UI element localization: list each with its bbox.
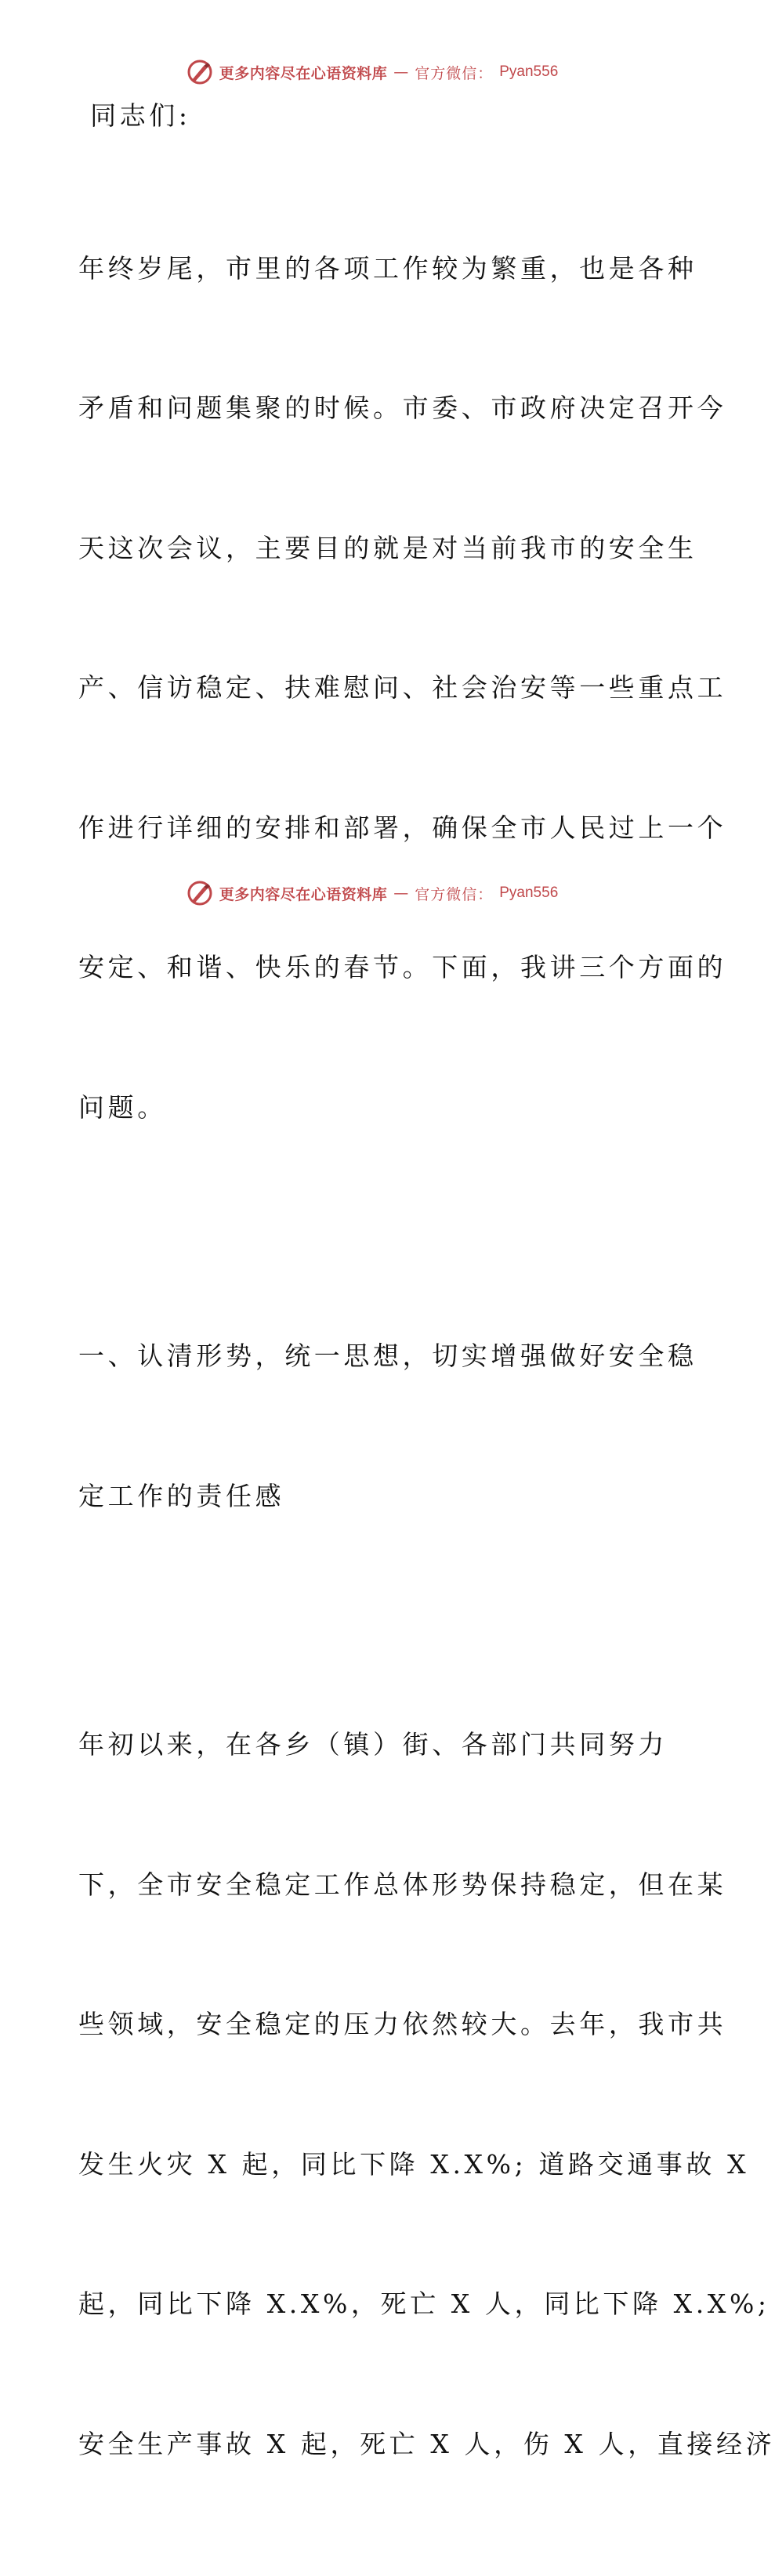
paragraph-line: 年终岁尾，市里的各项工作较为繁重，也是各种: [78, 252, 697, 284]
paragraph-line: 问题。: [78, 1091, 167, 1123]
watermark-text: 更多内容尽在心语资料库: [219, 64, 388, 82]
watermark-dash: —: [393, 63, 409, 81]
paragraph-line: 起，同比下降 X.X%，死亡 X 人，同比下降 X.X%;: [78, 2288, 770, 2319]
paragraph-line: 发生火灾 X 起，同比下降 X.X%; 道路交通事故 X: [78, 2148, 750, 2180]
heading-line: 一、认清形势，统一思想，切实增强做好安全稳: [78, 1340, 697, 1371]
paragraph-2: [78, 1628, 775, 2560]
watermark-official-label: 官方微信：: [415, 64, 494, 82]
heading-line: 定工作的责任感: [78, 1480, 285, 1511]
watermark-wechat-id: Pyan556: [499, 63, 559, 80]
paragraph-line: 下，全市安全稳定工作总体形势保持稳定，但在某: [78, 1869, 727, 1900]
paragraph-line: 产、信访稳定、扶难慰问、社会治安等一些重点工: [78, 672, 727, 703]
paragraph-line: 年初以来，在各乡（镇）街、各部门共同努力: [78, 1729, 668, 1760]
paragraph-1: [78, 152, 727, 1225]
paragraph-line: 天这次会议，主要目的就是对当前我市的安全生: [78, 532, 697, 563]
paragraph-line: 些领域，安全稳定的压力依然较大。去年，我市共: [78, 2009, 727, 2039]
watermark-wechat-id: Pyan556: [499, 885, 559, 901]
pen-circle-logo-icon: [187, 880, 213, 906]
section-heading-1: [78, 1239, 697, 1612]
footer-watermark: [0, 879, 744, 907]
paragraph-line: 安全生产事故 X 起，死亡 X 人，伤 X 人，直接经济: [78, 2428, 775, 2459]
watermark-official-label: 官方微信：: [415, 885, 494, 903]
paragraph-line: 矛盾和问题集聚的时候。市委、市政府决定召开今: [78, 393, 727, 423]
document-body: [78, 92, 775, 2576]
paragraph-line: 安定、和谐、快乐的春节。下面，我讲三个方面的: [78, 952, 727, 982]
salutation: 同志们:: [78, 100, 191, 131]
paragraph-line: 作进行详细的安排和部署，确保全市人民过上一个: [78, 812, 727, 843]
watermark-dash: —: [393, 885, 409, 902]
pen-circle-logo-icon: [187, 59, 213, 85]
header-watermark: [0, 58, 744, 86]
watermark-text: 更多内容尽在心语资料库: [219, 885, 388, 903]
